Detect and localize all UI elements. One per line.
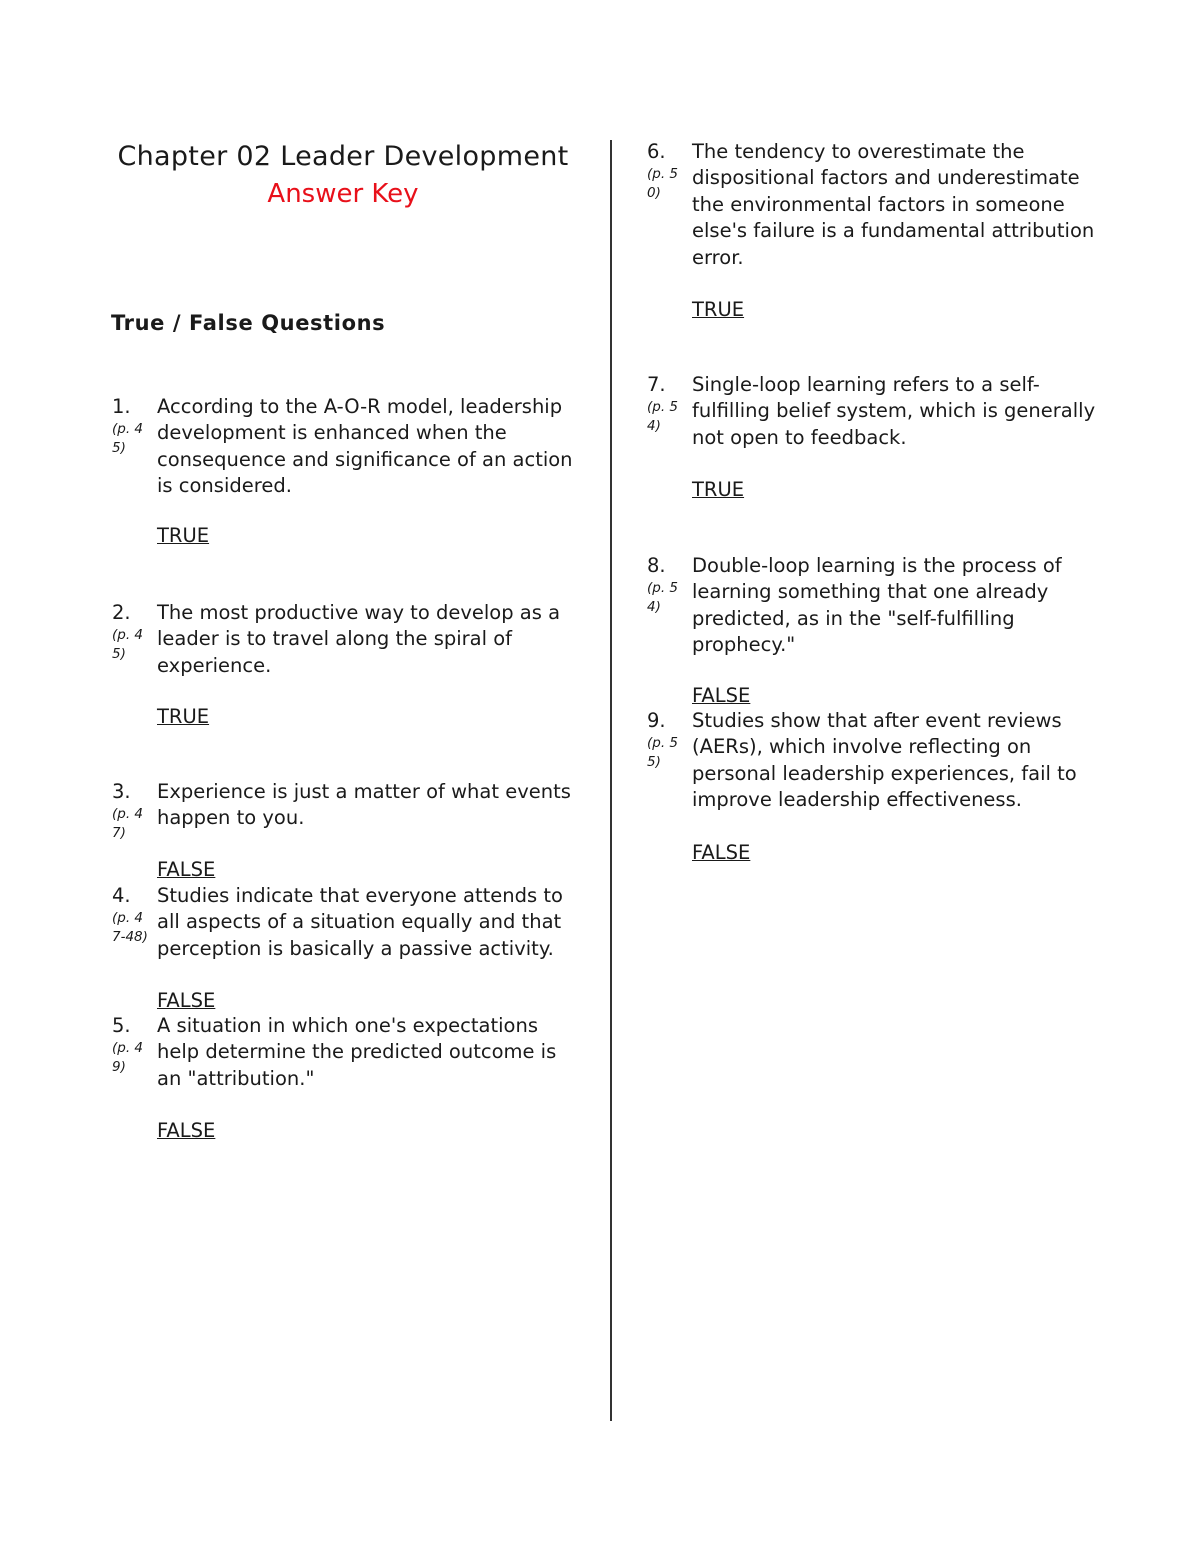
question-number: 1. [112,395,131,418]
section-heading: True / False Questions [111,311,386,335]
page-reference: (p. 5 4) [647,399,679,434]
question-text: Studies indicate that everyone attends to all aspects of a situation equally and that perception is basically a passive activity. [157,884,563,960]
question-text: Double-loop learning is the process of learning something that one already predicted, as in the "self-fulfilling prophecy." [692,554,1062,657]
answer: FALSE [692,841,751,864]
page-reference: (p. 5 0) [647,166,679,201]
question-text: A situation in which one's expectations help determine the predicted outcome is an "attribution." [157,1014,557,1090]
question-text: The most productive way to develop as a leader is to travel along the spiral of experience. [157,601,561,677]
question-number: 8. [647,554,666,577]
question-number: 3. [112,780,131,803]
page-reference: (p. 4 5) [112,627,144,662]
page-reference: (p. 5 5) [647,735,679,770]
answer: FALSE [157,1119,216,1142]
question-number: 4. [112,884,131,907]
page-reference: (p. 5 4) [647,580,679,615]
question-text: Single-loop learning refers to a self-fulfilling belief system, which is generally not open to feedback. [692,373,1096,449]
question-number: 5. [112,1014,131,1037]
column-divider [610,140,612,1421]
answer-key-heading: Answer Key [267,179,419,209]
question-number: 2. [112,601,131,624]
answer: FALSE [157,989,216,1012]
page-reference: (p. 4 5) [112,421,144,456]
page-reference: (p. 4 7-48) [112,910,148,945]
answer: TRUE [157,705,210,728]
answer: FALSE [692,684,751,707]
answer: TRUE [157,524,210,547]
question-text: According to the A-O-R model, leadership development is enhanced when the consequence and significance of an action is considered. [157,395,573,498]
question-number: 7. [647,373,666,396]
question-text: The tendency to overestimate the dispositional factors and underestimate the environmental factors in someone else's failure is a fundamental attribution error. [692,140,1095,269]
question-text: Studies show that after event reviews (AERs), which involve reflecting on personal leadership experiences, fail to improve leadership effectiveness. [692,709,1077,812]
question-text: Experience is just a matter of what events happen to you. [157,780,571,830]
page-reference: (p. 4 7) [112,806,144,841]
question-number: 9. [647,709,666,732]
answer: TRUE [692,298,745,321]
answer: FALSE [157,858,216,881]
question-number: 6. [647,140,666,163]
answer: TRUE [692,478,745,501]
page-reference: (p. 4 9) [112,1040,144,1075]
page-title: Chapter 02 Leader Development [117,141,569,172]
